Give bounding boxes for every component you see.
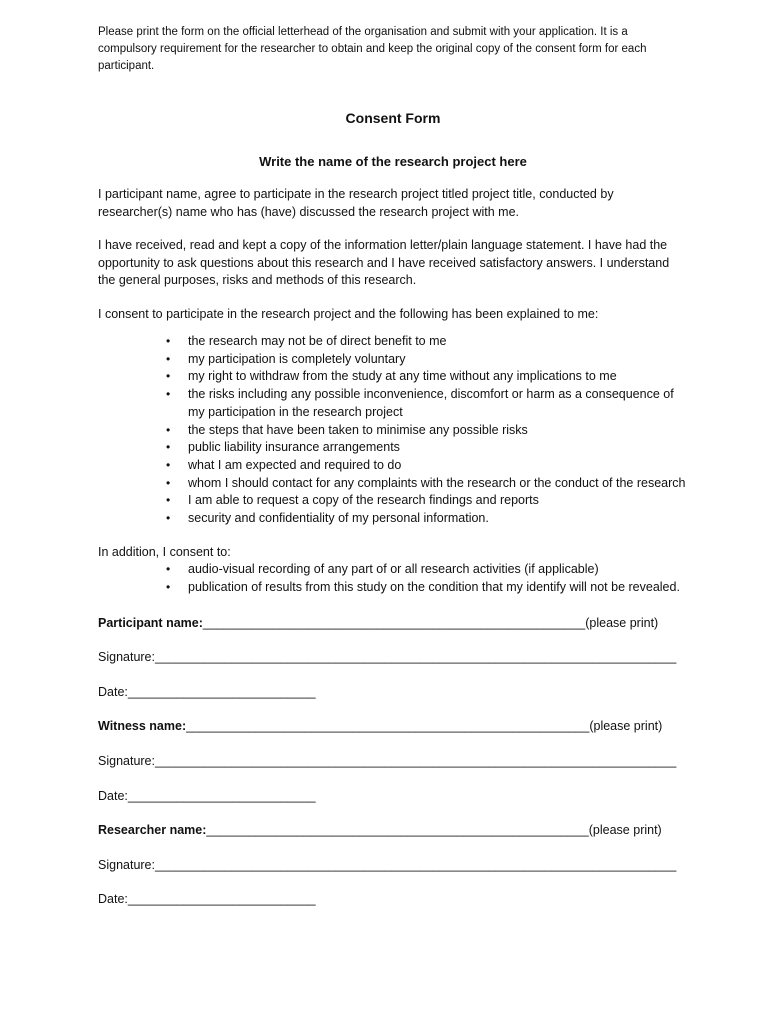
list-item: • the steps that have been taken to minimise any possible risks [166, 422, 688, 440]
field-line[interactable]: ___________________________________________________________________________ [154, 857, 677, 872]
field-label: Date: [98, 788, 128, 803]
list-item: • I am able to request a copy of the research findings and reports [166, 492, 688, 510]
form-title: Consent Form [345, 110, 441, 126]
researcher-signature-field[interactable] [98, 856, 688, 891]
signature-block [98, 614, 688, 925]
field-label: Date: [98, 892, 128, 907]
field-line[interactable]: _______________________________________________________ [206, 823, 589, 838]
list-item: • the research may not be of direct benefit to me [166, 333, 688, 351]
researcher-name-field[interactable] [98, 821, 688, 856]
participant-date-field[interactable] [98, 683, 688, 718]
list-item: • security and confidentiality of my personal information. [166, 510, 688, 528]
field-line[interactable]: ___________________________ [127, 788, 316, 803]
witness-name-field[interactable] [98, 717, 688, 752]
field-line[interactable]: ___________________________________________________________________________ [154, 650, 677, 665]
consent-paragraph-1: I participant name, agree to participate in the research project titled project title, conducted by researcher(s) name who has (have) discussed the research project with me. [98, 187, 614, 219]
field-label: Witness name: [98, 719, 187, 734]
field-label: Researcher name: [98, 823, 207, 838]
list-item: • my participation is completely voluntary [166, 351, 688, 369]
addition-items-list [98, 561, 688, 596]
participant-name-field[interactable] [98, 614, 688, 649]
explained-items-list [98, 333, 688, 528]
field-label: Signature: [98, 650, 155, 665]
list-item: • what I am expected and required to do [166, 457, 688, 475]
researcher-date-field[interactable] [98, 890, 688, 925]
field-line[interactable]: __________________________________________________________ [186, 719, 590, 734]
field-line[interactable]: ___________________________ [127, 892, 316, 907]
list-item: • public liability insurance arrangements [166, 439, 688, 457]
field-suffix: (please print) [588, 823, 662, 838]
list-item: • the risks including any possible inconvenience, discomfort or harm as a consequence of my participation in the research project [166, 386, 688, 421]
field-label: Date: [98, 684, 128, 699]
list-item: • publication of results from this study on the condition that my identify will not be revealed. [166, 579, 688, 597]
consent-paragraph-2: I have received, read and kept a copy of the information letter/plain language statement. I have had the opportunity to ask questions about this research and I have received satisfactory answers. I understand the general purposes, risks and methods of this research. [98, 238, 670, 287]
field-line[interactable]: ___________________________________________________________________________ [154, 754, 677, 769]
field-line[interactable]: _______________________________________________________ [202, 615, 586, 630]
addition-heading: In addition, I consent to: [98, 544, 231, 559]
field-line[interactable]: ___________________________ [127, 684, 316, 699]
list-item: • my right to withdraw from the study at any time without any implications to me [166, 368, 688, 386]
field-label: Signature: [98, 754, 155, 769]
witness-signature-field[interactable] [98, 752, 688, 787]
witness-date-field[interactable] [98, 787, 688, 822]
consent-paragraph-3: I consent to participate in the research project and the following has been explained to me: [98, 306, 599, 321]
list-item: • audio-visual recording of any part of or all research activities (if applicable) [166, 561, 688, 579]
project-name-heading: Write the name of the research project here [259, 154, 527, 169]
field-suffix: (please print) [585, 615, 659, 630]
field-label: Signature: [98, 857, 155, 872]
list-item: • whom I should contact for any complaints with the research or the conduct of the research [166, 475, 688, 493]
participant-signature-field[interactable] [98, 648, 688, 683]
field-suffix: (please print) [589, 719, 663, 734]
field-label: Participant name: [98, 615, 203, 630]
intro-note: Please print the form on the official letterhead of the organisation and submit with your application. It is a compulsory requirement for the researcher to obtain and keep the original copy of the consent form for each participant. [98, 26, 647, 72]
